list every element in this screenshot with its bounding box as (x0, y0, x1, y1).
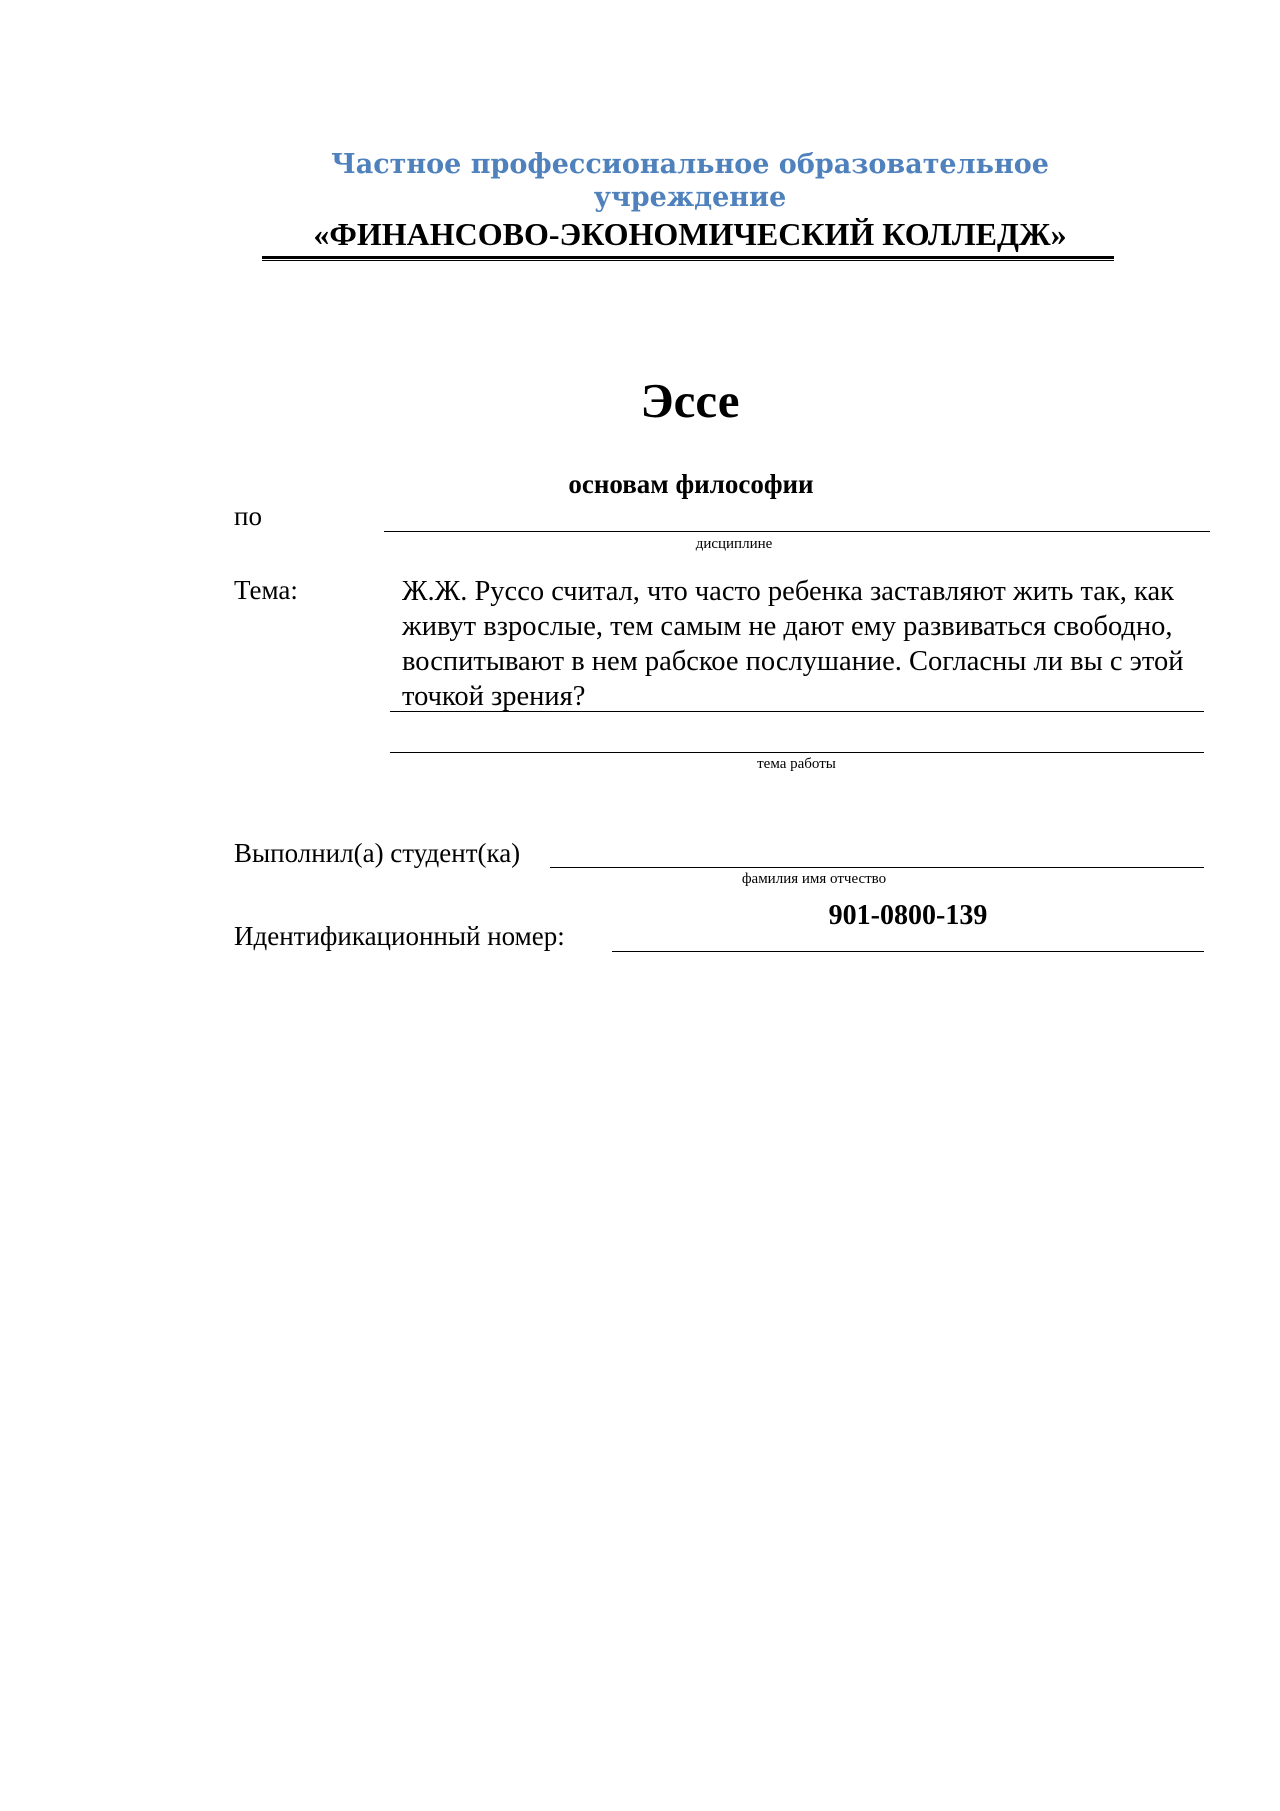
student-name-field (550, 867, 1204, 868)
id-value: 901-0800-139 (828, 900, 988, 931)
discipline-prefix: по (234, 501, 262, 531)
topic-underline-1 (390, 711, 1204, 712)
student-caption: фамилия имя отчество (741, 871, 887, 887)
topic-text: Ж.Ж. Руссо считал, что часто ребенка заставляют жить так, как живут взрослые, тем самым не дают ему развиваться свободно, воспитывают в нем рабское послушание. Согласны ли вы с этой точкой зрения? (402, 576, 1184, 712)
topic-underline-2 (390, 752, 1204, 753)
discipline-caption: дисциплине (695, 536, 773, 552)
discipline-value: основам философии (568, 469, 814, 499)
topic-caption: тема работы (757, 756, 836, 772)
header-double-rule (262, 256, 1114, 261)
college-name: «ФИНАНСОВО-ЭКОНОМИЧЕСКИЙ КОЛЛЕДЖ» (313, 216, 1067, 252)
discipline-underline (384, 531, 1210, 532)
id-label: Идентификационный номер: (234, 921, 565, 951)
student-label: Выполнил(а) студент(ка) (234, 838, 521, 868)
institution-type: Частное профессиональное образовательное учреждение (331, 149, 1049, 213)
document-title: Эссе (640, 373, 740, 428)
id-underline (612, 951, 1204, 952)
topic-label: Тема: (234, 575, 298, 605)
